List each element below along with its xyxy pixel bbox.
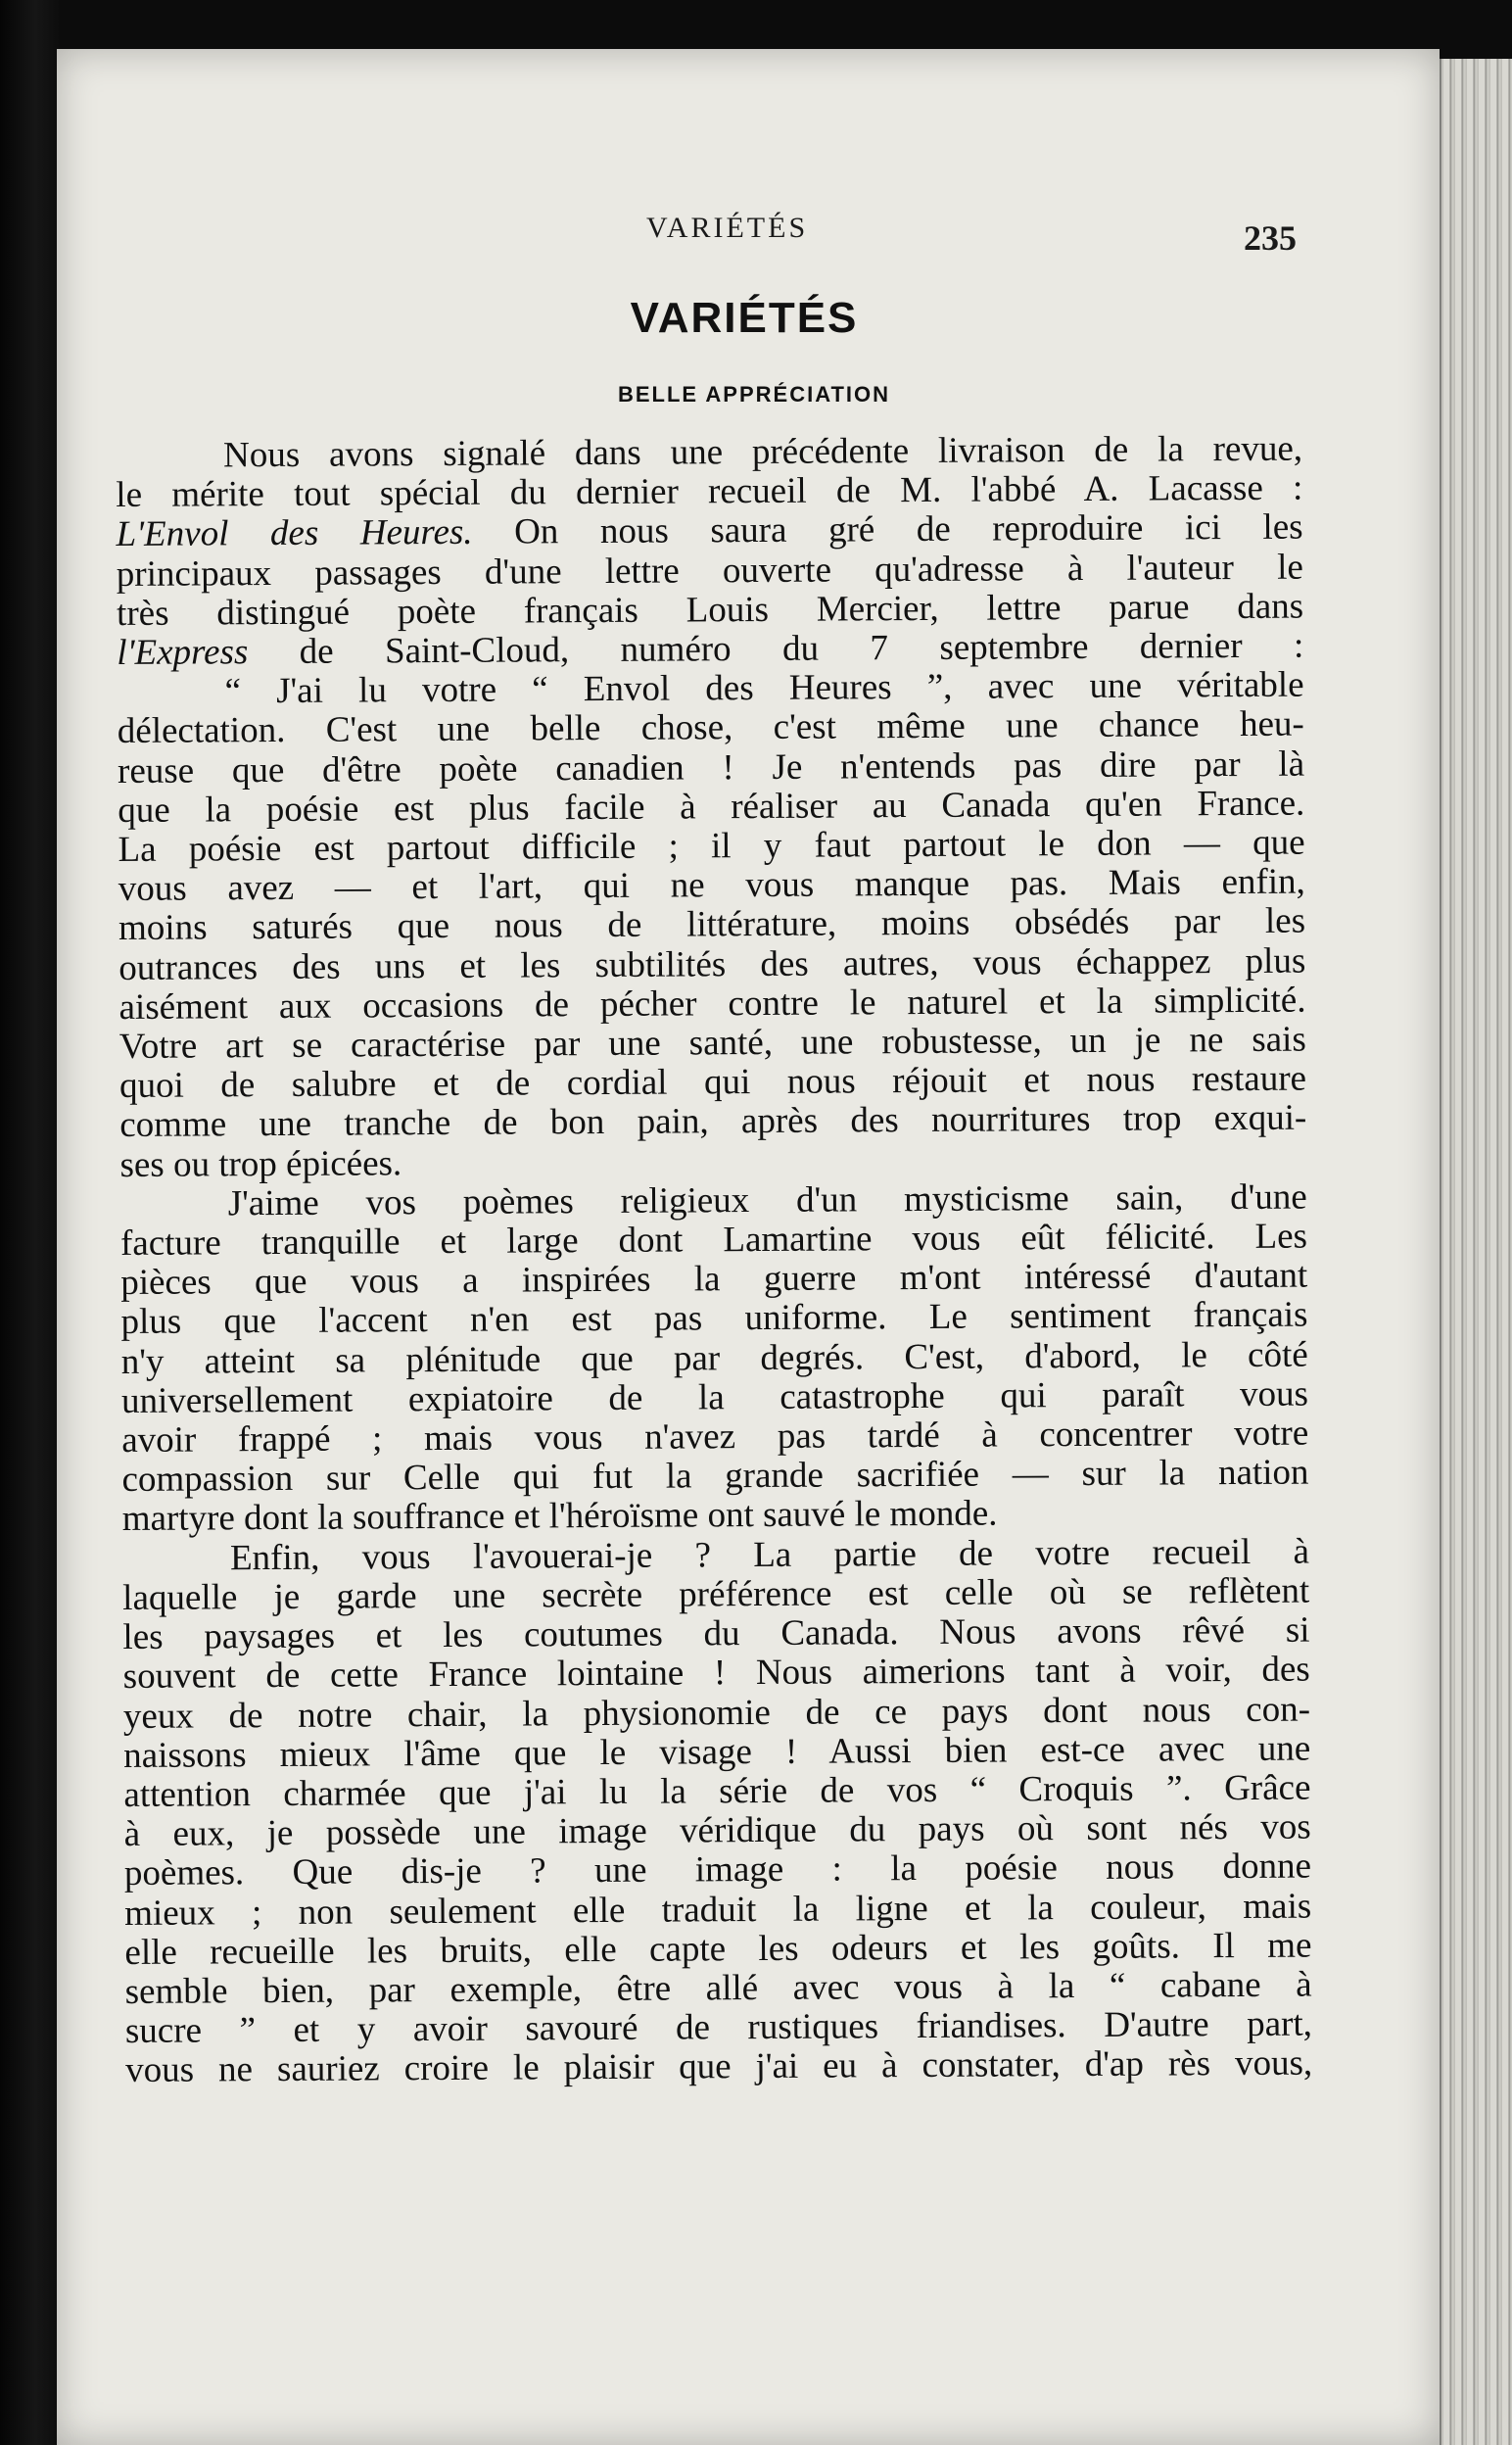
text-line: plus que l'accent n'en est pas uniforme. Le sentiment français [120, 1295, 1308, 1343]
text-line: naissons mieux l'âme que le visage ! Aussi bien est-ce avec une [123, 1728, 1311, 1776]
text-line: les paysages et les coutumes du Canada. Nous avons rêvé si [122, 1609, 1310, 1658]
text-line: Enfin, vous l'avouerai-je ? La partie de votre recueil à [229, 1531, 1310, 1578]
section-title: VARIÉTÉS [630, 294, 859, 342]
text-line: semble bien, par exemple, être allé avec vous à la “ cabane à [124, 1964, 1312, 2012]
text-line: n'y atteint sa plénitude que par degrés. C'est, d'abord, le côté [120, 1334, 1308, 1382]
text-line: sucre ” et y avoir savouré de rustiques friandises. D'autre part, [124, 2003, 1313, 2052]
text-line: yeux de notre chair, la physionomie de ce pays dont nous con- [122, 1689, 1311, 1737]
text-line: compassion sur Celle qui fut la grande sacrifiée — sur la nation [121, 1452, 1309, 1501]
running-head: VARIÉTÉS [646, 212, 809, 244]
text-line: Votre art se caractérise par une santé, une robustesse, un je ne sais [118, 1019, 1306, 1068]
text-line: J'aime vos poèmes religieux d'un mysticisme sain, d'une [227, 1176, 1307, 1224]
text-line: L'Envol des Heures. On nous saura gré de reproduire ici les [116, 507, 1303, 555]
paragraph-intro [116, 430, 1303, 674]
text-line: facture tranquille et large dont Lamartine vous eût félicité. Les [119, 1216, 1308, 1265]
text-line: pièces que vous a inspirées la guerre m'ont intéressé d'autant [120, 1255, 1308, 1304]
text-line: poèmes. Que dis-je ? une image : la poésie nous donne [123, 1846, 1312, 1894]
text-line: aisément aux occasions de pécher contre le naturel et la simplicité. [118, 980, 1306, 1028]
text-line: souvent de cette France lointaine ! Nous aimerions tant à voir, des [122, 1649, 1310, 1698]
article-body [116, 430, 1312, 2091]
text-line: moins saturés que nous de littérature, moins obsédés par les [118, 901, 1306, 949]
text-line: attention charmée que j'ai lu la série de vos “ Croquis ”. Grâce [123, 1767, 1311, 1815]
text-line: délectation. C'est une belle chose, c'est même une chance heu- [117, 704, 1304, 752]
paragraph-canada-landscapes [122, 1532, 1312, 2090]
text-line: principaux passages d'une lettre ouverte qu'adresse à l'auteur le [116, 547, 1303, 595]
text-line: l'Express de Saint-Cloud, numéro du 7 septembre dernier : [117, 625, 1304, 674]
text-line: elle recueille les bruits, elle capte les odeurs et les goûts. Il me [124, 1925, 1312, 1973]
text-line: très distingué poète français Louis Mercier, lettre parue dans [116, 586, 1304, 634]
text-line: Nous avons signalé dans une précédente livraison de la revue, [222, 428, 1303, 476]
text-line: mieux ; non seulement elle traduit la ligne et la couleur, mais [124, 1886, 1312, 1934]
text-line: le mérite tout spécial du dernier recueil de M. l'abbé A. Lacasse : [116, 467, 1303, 516]
page-number: 235 [1244, 218, 1297, 258]
text-line: reuse que d'être poète canadien ! Je n'entends pas dire par là [117, 743, 1305, 791]
text-line: à eux, je possède une image véridique du pays où sont nés vos [123, 1806, 1311, 1855]
text-line: martyre dont la souffrance et l'héroïsme ont sauvé le monde. [121, 1494, 998, 1540]
subsection-title: BELLE APPRÉCIATION [617, 382, 890, 407]
book-page-edges [1432, 59, 1512, 2445]
text-line: comme une tranche de bon pain, après des nourritures trop exqui- [119, 1098, 1307, 1146]
scan-dark-margin [0, 0, 59, 2445]
text-line: que la poésie est plus facile à réaliser au Canada qu'en France. [118, 783, 1305, 831]
paragraph-religious-poems [120, 1177, 1309, 1539]
text-line: “ J'ai lu votre “ Envol des Heures ”, avec une véritable [224, 664, 1304, 712]
text-line: ses ou trop épicées. [119, 1142, 402, 1185]
italic-title: l'Express [117, 632, 249, 674]
text-line: avoir frappé ; mais vous n'avez pas tardé à concentrer votre [121, 1413, 1309, 1462]
text-line: vous ne sauriez croire le plaisir que j'ai eu à constater, d'ap rès vous, [125, 2042, 1313, 2091]
text-line: vous avez — et l'art, qui ne vous manque pas. Mais enfin, [118, 861, 1305, 910]
text-line: outrances des uns et les subtilités des autres, vous échappez plus [118, 940, 1306, 988]
paragraph-letter-opening [117, 666, 1306, 1185]
text-line: La poésie est partout difficile ; il y faut partout le don — que [118, 822, 1305, 871]
text-line: quoi de salubre et de cordial qui nous réjouit et nous restaure [118, 1058, 1307, 1107]
text-line: laquelle je garde une secrète préférence est celle où se reflètent [122, 1570, 1310, 1618]
text-line: universellement expiatoire de la catastrophe qui paraît vous [120, 1373, 1309, 1421]
italic-title: L'Envol des Heures. [116, 512, 473, 555]
